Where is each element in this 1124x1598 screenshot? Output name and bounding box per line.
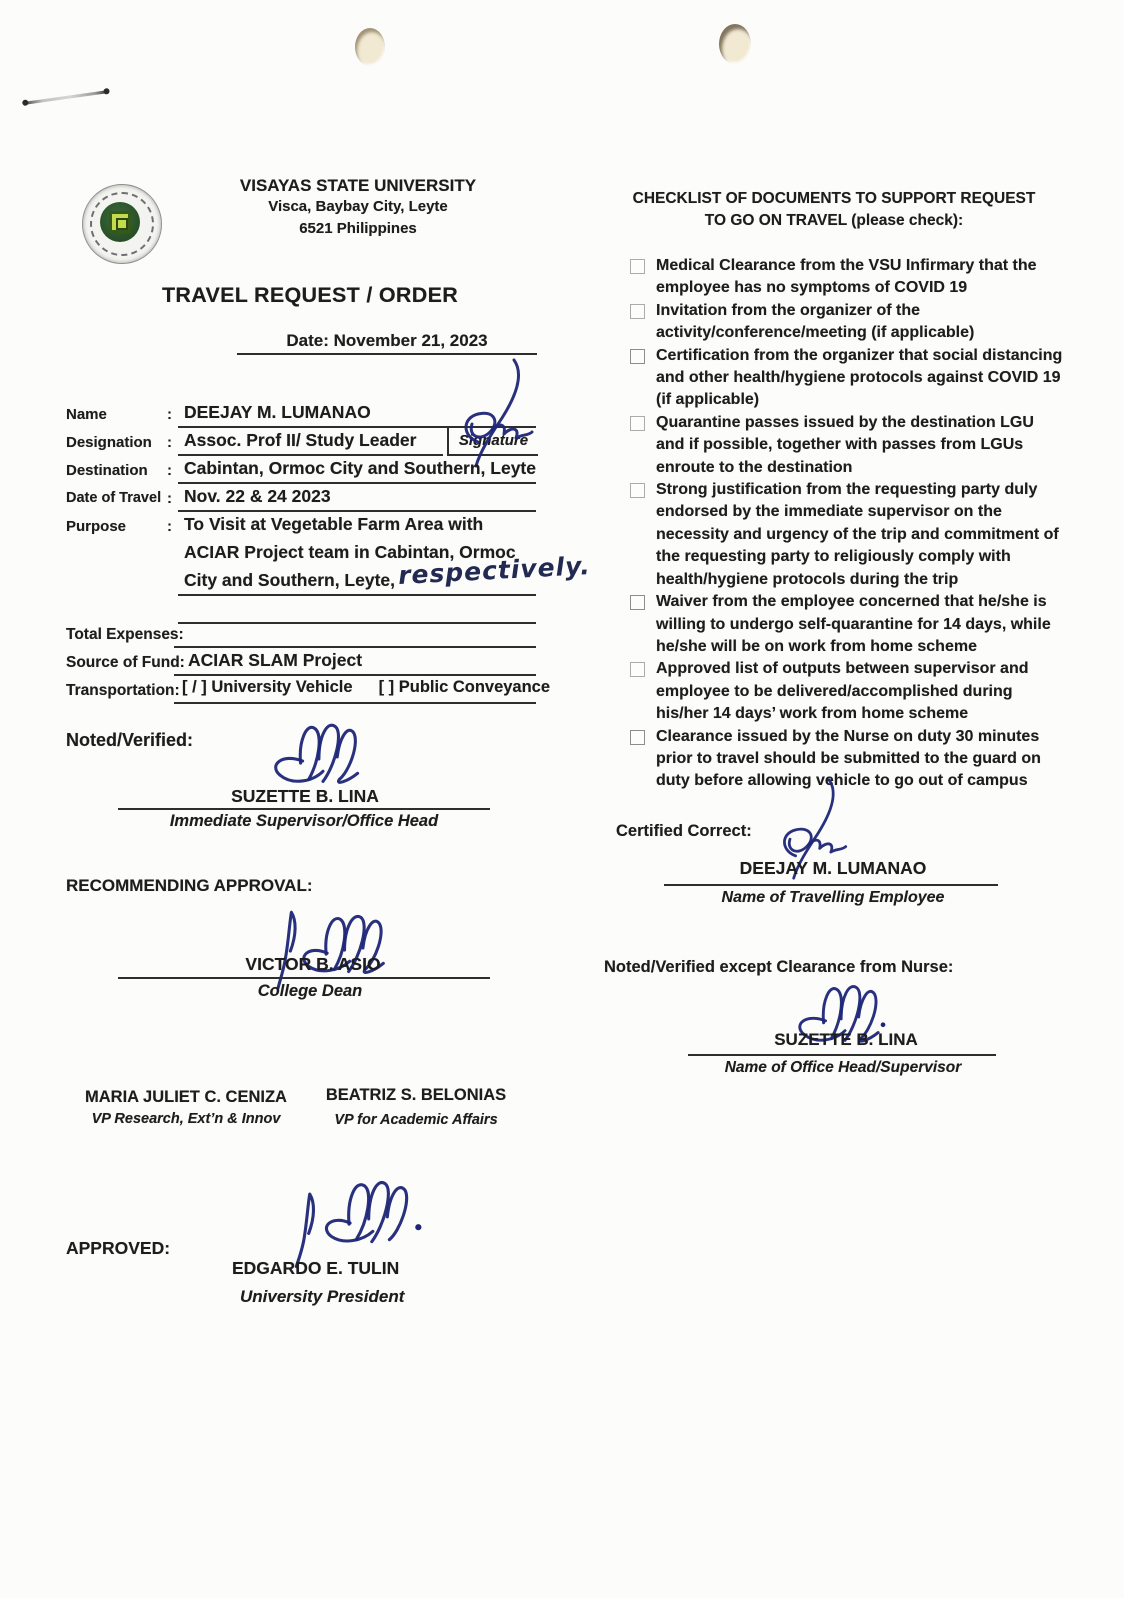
- travel-date-underline: [178, 510, 536, 512]
- seal-emblem-inner: [116, 218, 128, 230]
- university-address-line1: Visca, Baybay City, Leyte: [268, 198, 448, 215]
- checklist-item-text: Certification from the organizer that social distancing and other health/hygiene protocols against COVID 19 (if applicable): [656, 346, 1063, 409]
- destination-underline: [178, 482, 536, 484]
- source-of-fund-underline: [174, 674, 536, 676]
- total-expenses-underline: [174, 646, 536, 648]
- noted-except-underline: [688, 1054, 996, 1056]
- punch-hole-left: [355, 28, 385, 66]
- approved-title: University President: [240, 1287, 405, 1306]
- transportation-label: Transportation:: [66, 682, 180, 699]
- checklist-item-text: Approved list of outputs between supervisor and employee to be delivered/accomplished during his/her 14 days’ work from home scheme: [656, 660, 1029, 723]
- purpose-colon: :: [167, 518, 172, 535]
- noted-verified-label: Noted/Verified:: [66, 730, 194, 750]
- purpose-underline: [178, 594, 536, 596]
- purpose-line2: ACIAR Project team in Cabintan, Ormoc: [184, 542, 516, 562]
- vp-research-name: MARIA JULIET C. CENIZA: [85, 1088, 287, 1106]
- noted-verified-underline: [118, 808, 490, 810]
- vp-academic-title: VP for Academic Affairs: [334, 1112, 498, 1128]
- checklist-item: [630, 345, 1066, 412]
- checkbox-icon: [630, 349, 645, 364]
- designation-label: Designation: [66, 434, 152, 451]
- checklist: [630, 255, 1066, 793]
- checkbox-icon: [630, 595, 645, 610]
- purpose-label: Purpose: [66, 518, 127, 535]
- noted-verified-name: SUZETTE B. LINA: [231, 786, 379, 806]
- noted-except-title: Name of Office Head/Supervisor: [724, 1059, 962, 1076]
- checklist-item-text: Invitation from the organizer of the activity/conference/meeting (if applicable): [656, 301, 975, 342]
- travel-date-value: Nov. 22 & 24 2023: [184, 486, 331, 506]
- name-value: DEEJAY M. LUMANAO: [184, 402, 371, 422]
- date-underline: [237, 353, 537, 355]
- checklist-item: [630, 658, 1066, 725]
- university-name: VISAYAS STATE UNIVERSITY: [239, 176, 477, 195]
- destination-label: Destination: [66, 462, 148, 479]
- total-expenses-label: Total Expenses:: [66, 626, 184, 643]
- recommending-approval-underline: [118, 977, 490, 979]
- designation-underline: [178, 454, 443, 456]
- approved-name: EDGARDO E. TULIN: [232, 1258, 400, 1278]
- checkbox-icon: [630, 259, 645, 274]
- recommending-approval-title: College Dean: [257, 982, 363, 1000]
- vp-academic-name: BEATRIZ S. BELONIAS: [325, 1086, 507, 1104]
- deejay-signature-ink-top: [452, 356, 548, 468]
- transportation-underline: [174, 702, 536, 704]
- approved-label: APPROVED:: [66, 1238, 171, 1258]
- seal-emblem-square: [109, 211, 131, 233]
- certified-correct-title: Name of Travelling Employee: [721, 889, 945, 906]
- destination-value: Cabintan, Ormoc City and Southern, Leyte: [184, 458, 536, 478]
- destination-colon: :: [167, 462, 172, 479]
- source-of-fund-label: Source of Fund:: [66, 654, 185, 671]
- checkbox-icon: [630, 483, 645, 498]
- purpose-line3: City and Southern, Leyte,: [184, 570, 395, 590]
- name-colon: :: [167, 406, 172, 423]
- vp-research-title: VP Research, Ext’n & Innov: [91, 1111, 281, 1127]
- signature-box-label: Signature: [458, 432, 529, 449]
- checkbox-icon: [630, 416, 645, 431]
- checklist-item: [630, 591, 1066, 658]
- checklist-heading-line2: TO GO ON TRAVEL (please check):: [704, 212, 964, 229]
- checklist-heading-line1: CHECKLIST OF DOCUMENTS TO SUPPORT REQUEST: [632, 190, 1036, 207]
- punch-hole-right: [719, 24, 751, 64]
- checkbox-icon: [630, 730, 645, 745]
- checklist-item: [630, 479, 1066, 591]
- travel-date-colon: :: [167, 490, 172, 507]
- purpose-line1: To Visit at Vegetable Farm Area with: [184, 514, 484, 534]
- transportation-university-vehicle: [ / ] University Vehicle: [182, 678, 353, 696]
- certified-correct-label: Certified Correct:: [616, 822, 752, 840]
- designation-colon: :: [167, 434, 172, 451]
- recommending-approval-label: RECOMMENDING APPROVAL:: [66, 876, 313, 895]
- date-line: Date: November 21, 2023: [286, 331, 488, 350]
- travel-date-label: Date of Travel: [66, 490, 162, 506]
- checkbox-icon: [630, 662, 645, 677]
- checklist-item: [630, 412, 1066, 479]
- university-address-line2: 6521 Philippines: [299, 220, 417, 237]
- checklist-item-text: Quarantine passes issued by the destination LGU and if possible, together with passes from LGUs enroute to the destination: [656, 413, 1034, 476]
- designation-value: Assoc. Prof II/ Study Leader: [184, 430, 417, 450]
- purpose-blank-underline: [178, 622, 536, 624]
- checkbox-icon: [630, 304, 645, 319]
- document-title: TRAVEL REQUEST / ORDER: [161, 283, 459, 307]
- checklist-item-text: Waiver from the employee concerned that he/she is willing to undergo self-quarantine for 14 days, while he/she will be on work from home scheme: [656, 593, 1051, 655]
- checklist-item-text: Clearance issued by the Nurse on duty 30 minutes prior to travel should be submitted to the guard on duty before allowing vehicle to go out of campus: [656, 727, 1041, 790]
- asio-signature-ink: [252, 900, 388, 994]
- certified-correct-name: DEEJAY M. LUMANAO: [739, 858, 927, 878]
- name-label: Name: [66, 406, 107, 423]
- noted-verified-title: Immediate Supervisor/Office Head: [169, 812, 439, 830]
- source-of-fund-value: ACIAR SLAM Project: [188, 650, 363, 670]
- university-seal-logo: [82, 184, 162, 264]
- purpose-handwritten-note: respectively.: [397, 550, 592, 591]
- checklist-item: [630, 300, 1066, 345]
- staple-mark: [24, 90, 108, 105]
- transportation-options: [182, 678, 550, 697]
- recommending-approval-name: VICTOR B. ASIO: [245, 954, 381, 974]
- certified-correct-underline: [664, 884, 998, 886]
- checklist-item-text: Medical Clearance from the VSU Infirmary that the employee has no symptoms of COVID 19: [656, 257, 1037, 297]
- checklist-item: [630, 255, 1066, 300]
- checklist-item-text: Strong justification from the requesting party duly endorsed by the immediate supervisor on the necessity and urgency of the trip and commitment of the requesting party to religiously comply with health/hygiene protocols during the trip: [656, 481, 1059, 588]
- seal-green-core: [100, 202, 140, 242]
- noted-except-name: SUZETTE B. LINA: [774, 1030, 918, 1049]
- noted-except-label: Noted/Verified except Clearance from Nurse:: [604, 958, 954, 976]
- transportation-public-conveyance: [ ] Public Conveyance: [378, 678, 551, 696]
